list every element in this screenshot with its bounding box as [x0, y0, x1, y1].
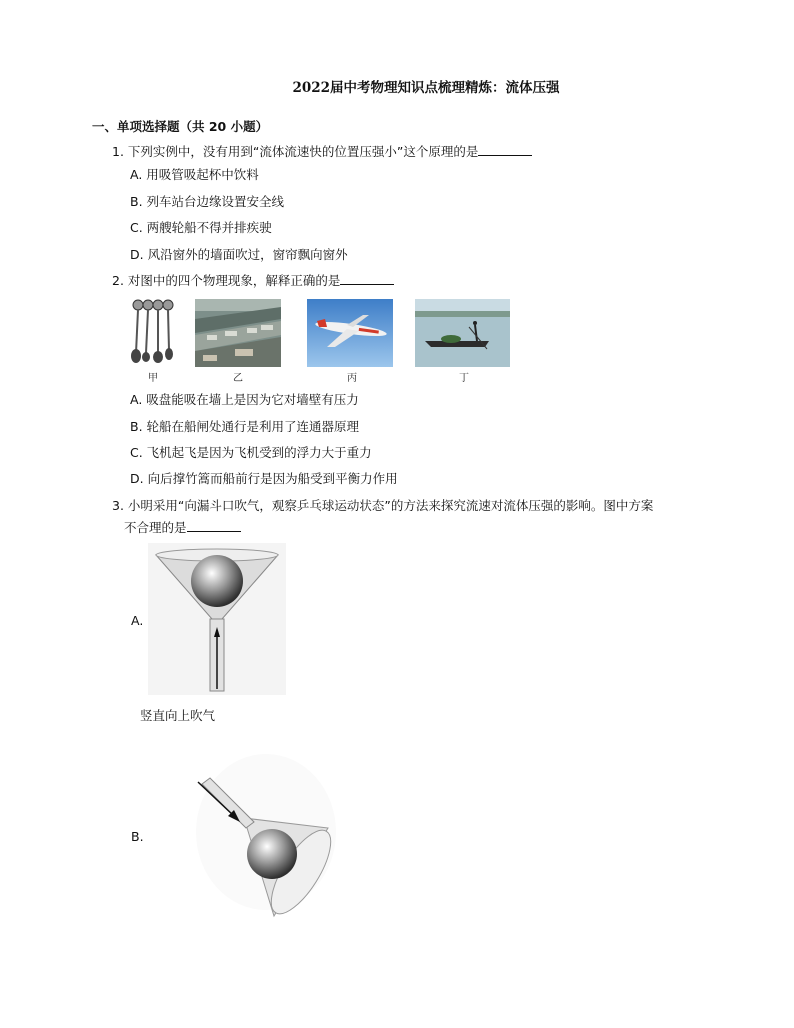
image-label-ding: 丁: [459, 373, 469, 384]
boat-image: [415, 299, 510, 367]
answer-blank: [478, 143, 532, 156]
question-1-option-b: B. 列车站台边缘设置安全线: [130, 194, 285, 209]
section-heading: 一、单项选择题（共 20 小题）: [92, 119, 269, 134]
answer-blank: [340, 272, 394, 285]
question-3-option-a-label: A.: [131, 613, 144, 628]
question-1-stem: 1. 下列实例中，没有用到“流体流速快的位置压强小”这个原理的是: [112, 143, 532, 161]
question-3-option-a-caption: 竖直向上吹气: [140, 708, 216, 723]
ship-lock-image: [195, 299, 281, 367]
question-1-option-a: A. 用吸管吸起杯中饮料: [130, 167, 259, 182]
image-label-bing: 丙: [347, 373, 357, 384]
question-2-option-a: A. 吸盘能吸在墙上是因为它对墙壁有压力: [130, 392, 359, 407]
image-label-jia: 甲: [148, 373, 158, 384]
page-title: 2022届中考物理知识点梳理精炼：流体压强: [292, 80, 560, 96]
image-label-yi: 乙: [233, 373, 243, 384]
funnel-upward-figure: [148, 543, 286, 695]
question-3-stem-line2: 不合理的是: [124, 519, 241, 537]
question-3-stem-line1: 3. 小明采用“向漏斗口吹气，观察乒乓球运动状态”的方法来探究流速对流体压强的影响。图中方案: [112, 498, 654, 513]
question-3-option-b-label: B.: [131, 829, 144, 844]
airplane-image: [307, 299, 393, 367]
question-1-option-c: C. 两艘轮船不得并排疾驶: [130, 220, 272, 235]
question-2-option-b: B. 轮船在船闸处通行是利用了连通器原理: [130, 419, 360, 434]
question-1-option-d: D. 风沿窗外的墙面吹过，窗帘飘向窗外: [130, 247, 348, 262]
question-2-stem: 2. 对图中的四个物理现象，解释正确的是: [112, 272, 394, 290]
question-2-option-c: C. 飞机起飞是因为飞机受到的浮力大于重力: [130, 445, 372, 460]
suction-hooks-image: [128, 298, 176, 366]
answer-blank: [187, 519, 241, 532]
funnel-tilted-figure: [176, 752, 346, 920]
question-2-option-d: D. 向后撑竹篙而船前行是因为船受到平衡力作用: [130, 471, 398, 486]
